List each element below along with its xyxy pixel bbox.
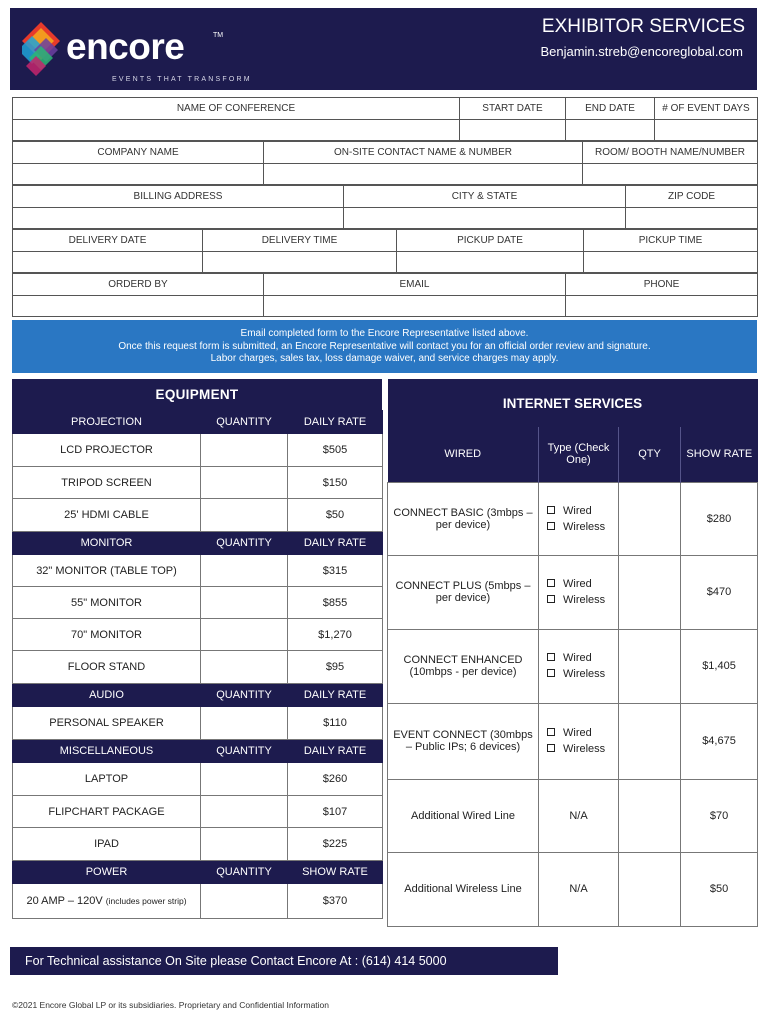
item-name: PERSONAL SPEAKER — [13, 707, 201, 740]
label-room-booth: ROOM/ BOOTH NAME/NUMBER — [583, 142, 758, 164]
service-name: EVENT CONNECT (30mbps – Public IPs; 6 devices) — [388, 703, 539, 779]
wireless-label: Wireless — [563, 594, 606, 606]
qty-input[interactable] — [619, 852, 681, 926]
service-type: N/A — [539, 852, 619, 926]
checkbox-icon — [547, 728, 555, 736]
monitor-header — [13, 532, 383, 555]
item-name: IPAD — [13, 828, 201, 861]
daily-rate-header: DAILY RATE — [288, 740, 383, 763]
equipment-title: EQUIPMENT — [12, 379, 382, 410]
power-item-name: 20 AMP – 120V — [26, 894, 103, 907]
start-date-field[interactable] — [460, 119, 566, 141]
quantity-input[interactable] — [201, 763, 288, 796]
equipment-section — [12, 379, 382, 919]
technical-contact-bar: For Technical assistance On Site please Contact Encore At : (614) 414 5000 — [10, 947, 558, 975]
item-rate: $95 — [288, 651, 383, 684]
label-phone: PHONE — [566, 274, 758, 296]
audio-header — [13, 684, 383, 707]
room-booth-field[interactable] — [583, 163, 758, 185]
table-row — [388, 703, 758, 779]
logo-wordmark: encore — [66, 26, 185, 67]
notice-line-3: Labor charges, sales tax, loss damage waiver, and service charges may apply. — [210, 353, 559, 364]
item-name: FLOOR STAND — [13, 651, 201, 684]
type-options — [539, 482, 619, 555]
billing-address-field[interactable] — [13, 207, 344, 229]
internet-title: INTERNET SERVICES — [388, 379, 758, 427]
service-rate: $470 — [681, 555, 758, 629]
pickup-date-field[interactable] — [397, 251, 584, 273]
power-label: POWER — [13, 861, 201, 884]
misc-label: MISCELLANEOUS — [13, 740, 201, 763]
form-row-2 — [12, 141, 758, 185]
service-name: CONNECT PLUS (5mbps – per device) — [388, 555, 539, 629]
wired-option[interactable] — [547, 650, 615, 666]
projection-label: PROJECTION — [13, 411, 201, 434]
label-delivery-time: DELIVERY TIME — [203, 230, 397, 252]
form-row-1 — [12, 97, 758, 141]
checkbox-icon — [547, 669, 555, 677]
wireless-option[interactable] — [547, 519, 615, 535]
qty-input[interactable] — [619, 779, 681, 852]
item-rate: $150 — [288, 467, 383, 499]
table-row — [13, 467, 383, 499]
service-name: CONNECT ENHANCED (10mbps - per device) — [388, 629, 539, 703]
label-ordered-by: ORDERD BY — [13, 274, 264, 296]
checkbox-icon — [547, 506, 555, 514]
service-name: CONNECT BASIC (3mbps – per device) — [388, 482, 539, 555]
wired-option[interactable] — [547, 725, 615, 741]
wireless-label: Wireless — [563, 668, 606, 680]
item-rate: $260 — [288, 763, 383, 796]
wired-label: Wired — [563, 652, 592, 664]
item-rate: $315 — [288, 555, 383, 587]
label-start-date: START DATE — [460, 98, 566, 120]
service-name: Additional Wired Line — [388, 779, 539, 852]
quantity-input[interactable] — [201, 587, 288, 619]
checkbox-icon — [547, 595, 555, 603]
wired-option[interactable] — [547, 576, 615, 592]
table-row — [13, 707, 383, 740]
wireless-option[interactable] — [547, 666, 615, 682]
zip-code-field[interactable] — [626, 207, 758, 229]
table-row — [13, 796, 383, 828]
item-rate: $855 — [288, 587, 383, 619]
city-state-field[interactable] — [344, 207, 626, 229]
type-options — [539, 703, 619, 779]
quantity-input[interactable] — [201, 434, 288, 467]
service-rate: $4,675 — [681, 703, 758, 779]
delivery-time-field[interactable] — [203, 251, 397, 273]
projection-header — [13, 411, 383, 434]
item-rate: $107 — [288, 796, 383, 828]
label-company-name: COMPANY NAME — [13, 142, 264, 164]
header-banner — [10, 8, 757, 90]
power-item-note: (includes power strip) — [105, 895, 187, 906]
table-row — [388, 555, 758, 629]
form-row-5 — [12, 273, 758, 317]
wireless-option[interactable] — [547, 592, 615, 608]
power-header — [13, 861, 383, 884]
wired-option[interactable] — [547, 503, 615, 519]
table-row — [13, 499, 383, 532]
table-row — [13, 619, 383, 651]
wireless-label: Wireless — [563, 520, 606, 533]
quantity-header: QUANTITY — [201, 532, 288, 555]
table-row — [13, 587, 383, 619]
type-options — [539, 555, 619, 629]
conference-name-field[interactable] — [13, 119, 460, 141]
quantity-header: QUANTITY — [201, 684, 288, 707]
quantity-header: QUANTITY — [201, 861, 288, 884]
table-row — [388, 852, 758, 926]
qty-input[interactable] — [619, 629, 681, 703]
daily-rate-header: DAILY RATE — [288, 532, 383, 555]
show-rate-header: SHOW RATE — [681, 427, 758, 482]
label-billing-address: BILLING ADDRESS — [13, 186, 344, 208]
checkbox-icon — [547, 744, 555, 752]
item-name: 25' HDMI CABLE — [13, 499, 201, 532]
equipment-table — [12, 410, 383, 919]
quantity-input[interactable] — [201, 828, 288, 861]
page-title: EXHIBITOR SERVICES — [541, 16, 745, 37]
label-onsite-contact: ON-SITE CONTACT NAME & NUMBER — [264, 142, 583, 164]
quantity-input[interactable] — [201, 499, 288, 532]
internet-table — [387, 379, 758, 927]
internet-section — [387, 379, 757, 927]
audio-label: AUDIO — [13, 684, 201, 707]
service-rate: $50 — [681, 852, 758, 926]
misc-header — [13, 740, 383, 763]
daily-rate-header: DAILY RATE — [288, 411, 383, 434]
encore-logo-mark-icon — [22, 22, 60, 78]
label-zip-code: ZIP CODE — [626, 186, 758, 208]
table-row — [388, 629, 758, 703]
item-rate: $110 — [288, 707, 383, 740]
checkbox-icon — [547, 653, 555, 661]
item-name: 55" MONITOR — [13, 587, 201, 619]
event-days-field[interactable] — [655, 119, 758, 141]
email-field[interactable] — [264, 295, 566, 317]
item-name: TRIPOD SCREEN — [13, 467, 201, 499]
quantity-input[interactable] — [201, 884, 288, 919]
qty-input[interactable] — [619, 482, 681, 555]
form-row-3 — [12, 185, 758, 229]
onsite-contact-field[interactable] — [264, 163, 583, 185]
quantity-input[interactable] — [201, 619, 288, 651]
item-name: FLIPCHART PACKAGE — [13, 796, 201, 828]
label-conference-name: NAME OF CONFERENCE — [13, 98, 460, 120]
form-row-4 — [12, 229, 758, 273]
item-name: 70" MONITOR — [13, 619, 201, 651]
logo-tagline: EVENTS THAT TRANSFORM — [112, 76, 252, 83]
checkbox-icon — [547, 522, 555, 530]
item-name: LAPTOP — [13, 763, 201, 796]
table-row — [13, 884, 383, 919]
wireless-label: Wireless — [563, 743, 606, 755]
quantity-input[interactable] — [201, 467, 288, 499]
service-rate: $280 — [681, 482, 758, 555]
label-pickup-time: PICKUP TIME — [584, 230, 758, 252]
type-header: Type (Check One) — [539, 427, 619, 482]
service-type: N/A — [539, 779, 619, 852]
monitor-label: MONITOR — [13, 532, 201, 555]
copyright-notice: ©2021 Encore Global LP or its subsidiaries. Proprietary and Confidential Information — [12, 1000, 329, 1010]
daily-rate-header: DAILY RATE — [288, 684, 383, 707]
submission-notice — [12, 320, 757, 373]
label-end-date: END DATE — [566, 98, 655, 120]
notice-line-2: Once this request form is submitted, an Encore Representative will contact you for an official order review and signature. — [118, 340, 651, 352]
quantity-header: QUANTITY — [201, 411, 288, 434]
representative-email[interactable]: Benjamin.streb@encoreglobal.com — [540, 44, 743, 59]
table-row — [13, 828, 383, 861]
table-row — [13, 434, 383, 467]
show-rate-header: SHOW RATE — [288, 861, 383, 884]
encore-logo — [22, 22, 262, 88]
wired-label: Wired — [563, 504, 592, 517]
item-rate: $505 — [288, 434, 383, 467]
pickup-time-field[interactable] — [584, 251, 758, 273]
table-row — [388, 482, 758, 555]
table-row — [388, 779, 758, 852]
notice-line-1: Email completed form to the Encore Representative listed above. — [240, 328, 529, 339]
wireless-option[interactable] — [547, 741, 615, 757]
wired-header: WIRED — [388, 427, 539, 482]
delivery-date-field[interactable] — [13, 251, 203, 273]
item-name: 32" MONITOR (TABLE TOP) — [13, 555, 201, 587]
service-rate: $1,405 — [681, 629, 758, 703]
wired-label: Wired — [563, 578, 592, 590]
type-options — [539, 629, 619, 703]
item-name: LCD PROJECTOR — [13, 434, 201, 467]
logo-trademark: TM — [213, 32, 224, 39]
table-row — [13, 763, 383, 796]
quantity-input[interactable] — [201, 707, 288, 740]
checkbox-icon — [547, 579, 555, 587]
service-rate: $70 — [681, 779, 758, 852]
end-date-field[interactable] — [566, 119, 655, 141]
quantity-input[interactable] — [201, 796, 288, 828]
item-name — [13, 884, 201, 919]
company-name-field[interactable] — [13, 163, 264, 185]
item-rate: $225 — [288, 828, 383, 861]
label-city-state: CITY & STATE — [344, 186, 626, 208]
label-event-days: # OF EVENT DAYS — [655, 98, 758, 120]
label-delivery-date: DELIVERY DATE — [13, 230, 203, 252]
service-name: Additional Wireless Line — [388, 852, 539, 926]
quantity-input[interactable] — [201, 555, 288, 587]
qty-header: QTY — [619, 427, 681, 482]
order-info-grid — [12, 97, 757, 317]
table-row — [13, 651, 383, 684]
item-rate: $50 — [288, 499, 383, 532]
item-rate: $1,270 — [288, 619, 383, 651]
label-pickup-date: PICKUP DATE — [397, 230, 584, 252]
table-row — [13, 555, 383, 587]
ordered-by-field[interactable] — [13, 295, 264, 317]
item-rate: $370 — [288, 884, 383, 919]
quantity-header: QUANTITY — [201, 740, 288, 763]
qty-input[interactable] — [619, 703, 681, 779]
quantity-input[interactable] — [201, 651, 288, 684]
qty-input[interactable] — [619, 555, 681, 629]
wired-label: Wired — [563, 727, 592, 739]
phone-field[interactable] — [566, 295, 758, 317]
label-email: EMAIL — [264, 274, 566, 296]
